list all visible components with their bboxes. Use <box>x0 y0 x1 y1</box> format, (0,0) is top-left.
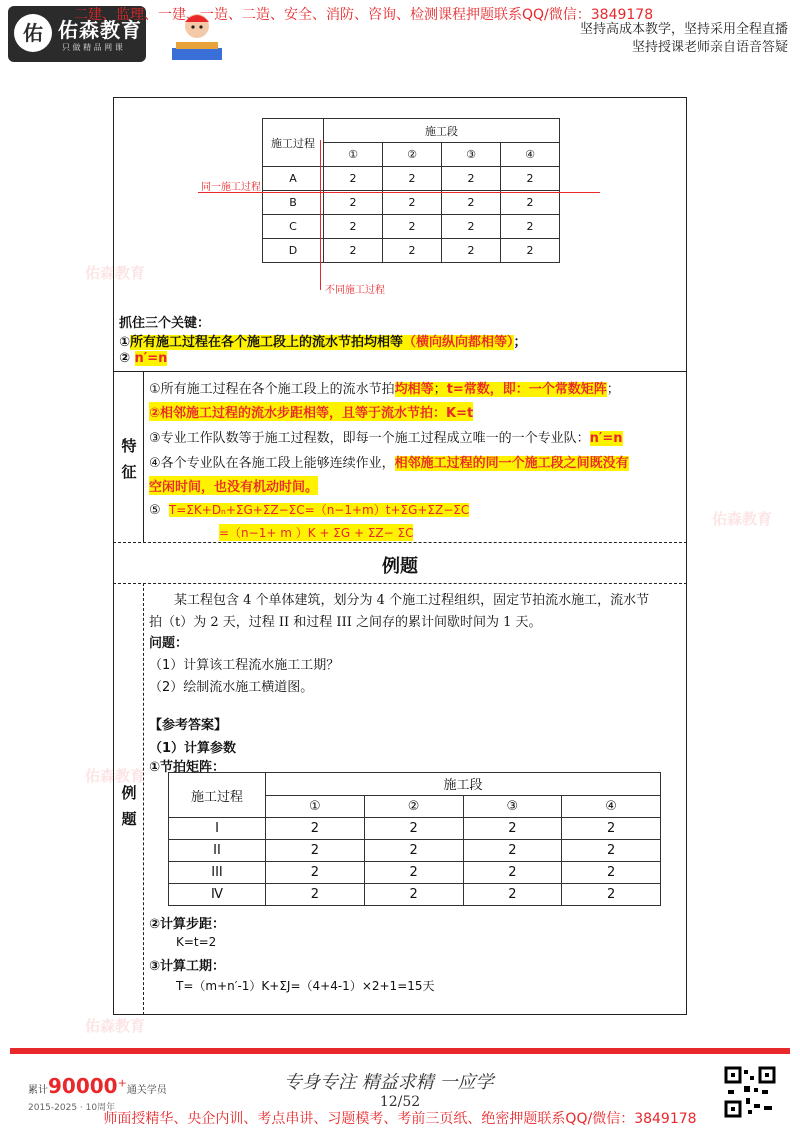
step-2-value: K=t=2 <box>176 935 217 949</box>
step-3-title: ③计算工期： <box>149 959 226 974</box>
table-row <box>263 215 560 239</box>
formula-line-1: T=ΣK+Dₙ+ΣG+ΣZ−ΣC=（n−1+m）t+ΣG+ΣZ−ΣC <box>168 503 470 517</box>
table-group-header: 施工段 <box>266 773 661 796</box>
table-cell: 2 <box>364 818 463 840</box>
row-label: II <box>169 840 266 862</box>
table-cell: 2 <box>501 239 560 263</box>
punctuation: ； <box>433 382 447 397</box>
logo-mark: 佑 <box>14 14 52 52</box>
table-cell: 2 <box>383 215 442 239</box>
feature-3 <box>149 427 623 446</box>
row-label: D <box>263 239 324 263</box>
header-promo-text: 二建、监理、一建、一造、二造、安全、消防、咨询、检测课程押题联系QQ/微信：3849178 <box>74 7 654 23</box>
step-1-title: （1）计算参数 <box>149 741 237 756</box>
feature-1 <box>149 378 620 397</box>
row-label: III <box>169 862 266 884</box>
key-2-text: n′=n <box>134 351 168 366</box>
table-cell: 2 <box>463 818 562 840</box>
feature-text: ①所有施工过程在各个施工段上的流水节拍 <box>149 382 395 397</box>
page-header <box>0 0 800 66</box>
key-number: ① <box>119 335 131 350</box>
table-cell: 2 <box>383 167 442 191</box>
column-header: ④ <box>562 795 661 818</box>
label-char: 例 <box>121 784 137 802</box>
table-cell: 2 <box>383 191 442 215</box>
question-1: （1）计算该工程流水施工工期？ <box>149 658 340 673</box>
features-label <box>118 433 140 485</box>
table-cell: 2 <box>562 840 661 862</box>
table-row <box>263 167 560 191</box>
feature-highlight: 相邻施工过程的同一个施工段之间既没有 <box>394 456 629 471</box>
watermark: 佑森教育 <box>85 1017 146 1035</box>
formula-line-2: =（n−1+ m ）K + ΣG + ΣZ− ΣC <box>219 526 414 540</box>
table-cell: 2 <box>501 167 560 191</box>
answer-title: 【参考答案】 <box>149 718 228 733</box>
feature-4-continued: 空闲时间，也没有机动时间。 <box>149 476 318 495</box>
feature-highlight: 均相等 <box>394 382 434 397</box>
question-2: （2）绘制流水施工横道图。 <box>149 680 314 695</box>
column-header: ③ <box>442 143 501 167</box>
keys-title: 抓住三个关键： <box>119 316 211 331</box>
table-row <box>169 840 661 862</box>
column-header: ① <box>324 143 383 167</box>
punctuation: ； <box>513 335 527 350</box>
table-group-header: 施工段 <box>324 119 560 143</box>
table-cell: 2 <box>266 818 365 840</box>
stat-suffix: 通关学员 <box>126 1085 167 1096</box>
feature-text: ③专业工作队数等于施工过程数，即每一个施工过程成立唯一的一个专业队： <box>149 431 590 446</box>
feature-highlight: n′=n <box>589 431 623 446</box>
step-2-title: ②计算步距： <box>149 917 226 932</box>
stat-number: 90000 <box>48 1074 118 1098</box>
signature: 专身专注 精益求精 一应学 <box>284 1072 494 1093</box>
table-cell: 2 <box>324 239 383 263</box>
annotation-same-process: 同一施工过程 <box>201 182 261 193</box>
feature-text: ④各个专业队在各施工段上能够连续作业， <box>149 456 395 471</box>
table-cell: 2 <box>442 215 501 239</box>
row-label: A <box>263 167 324 191</box>
table-cell: 2 <box>442 191 501 215</box>
label-char: 征 <box>121 463 137 481</box>
table-cell: 2 <box>364 840 463 862</box>
key-2 <box>119 351 167 366</box>
column-header: ④ <box>501 143 560 167</box>
annotation-different-process: 不同施工过程 <box>325 285 385 296</box>
watermark: 佑森教育 <box>712 510 773 528</box>
page-number: 12/52 <box>379 1094 421 1110</box>
table-cell: 2 <box>501 191 560 215</box>
table-cell: 2 <box>383 239 442 263</box>
table-cell: 2 <box>266 884 365 906</box>
matrix-title: ①节拍矩阵： <box>149 760 226 775</box>
table-corner-header: 施工过程 <box>263 119 324 167</box>
table-cell: 2 <box>463 862 562 884</box>
feature-4 <box>149 452 629 471</box>
key-1-main: 所有施工过程在各个施工段上的流水节拍均相等 <box>130 335 404 350</box>
table-cell: 2 <box>324 215 383 239</box>
feature-highlight: t=常数，即：一个常数矩阵 <box>446 382 607 397</box>
key-1-note: （横向纵向都相等） <box>403 335 514 350</box>
key-number: ② <box>119 351 131 366</box>
row-label: C <box>263 215 324 239</box>
table-cell: 2 <box>463 884 562 906</box>
problem-line-1: 某工程包含 4 个单体建筑，划分为 4 个施工过程组织，固定节拍流水施工，流水节 <box>174 593 650 608</box>
example-heading: 例题 <box>382 556 418 577</box>
divider <box>113 583 687 584</box>
watermark: 佑森教育 <box>85 264 146 282</box>
table-cell: 2 <box>562 818 661 840</box>
table-cell: 2 <box>442 239 501 263</box>
table-row <box>169 862 661 884</box>
footer-banner: 师面授精华、央企内训、考点串讲、习题模考、考前三页纸、绝密押题联系QQ/微信：3849178 <box>103 1111 697 1127</box>
watermark: 佑森教育 <box>85 767 146 785</box>
annotation-line-vertical <box>320 140 321 290</box>
table-cell: 2 <box>266 840 365 862</box>
divider <box>113 371 687 372</box>
header-tagline-1: 坚持高成本教学，坚持采用全程直播 <box>579 22 788 37</box>
row-label: Ⅳ <box>169 884 266 906</box>
table-cell: 2 <box>364 862 463 884</box>
brand-name: 佑森教育 <box>58 18 142 42</box>
table-row <box>169 884 661 906</box>
table-cell: 2 <box>501 215 560 239</box>
beat-matrix-table <box>168 772 661 906</box>
example-label <box>118 780 140 832</box>
column-header: ③ <box>463 795 562 818</box>
label-char: 特 <box>121 437 137 455</box>
table-row <box>263 239 560 263</box>
brand-slogan: 只 做 精 品 网 课 <box>62 43 123 52</box>
table-row <box>169 818 661 840</box>
header-tagline-2: 坚持授课老师亲自语音答疑 <box>631 40 788 55</box>
feature-2: ②相邻施工过程的流水步距相等，且等于流水节拍：K=t <box>149 402 473 421</box>
feature-number: ⑤ <box>149 503 161 518</box>
diagram-table <box>262 118 560 263</box>
divider <box>143 583 144 1015</box>
column-header: ② <box>364 795 463 818</box>
table-corner-header: 施工过程 <box>169 773 266 818</box>
footer-years: 2015-2025 · 10周年 <box>28 1103 116 1113</box>
table-cell: 2 <box>324 191 383 215</box>
step-3-value: T=（m+n′-1）K+ΣJ=（4+4-1）×2+1=15天 <box>176 979 435 993</box>
label-char: 题 <box>121 810 137 828</box>
row-label: I <box>169 818 266 840</box>
key-1 <box>119 331 527 350</box>
table-cell: 2 <box>266 862 365 884</box>
table-cell: 2 <box>463 840 562 862</box>
table-cell: 2 <box>364 884 463 906</box>
divider <box>113 542 687 543</box>
feature-5 <box>149 501 469 518</box>
row-label: B <box>263 191 324 215</box>
footer-red-bar <box>10 1048 790 1054</box>
punctuation: ； <box>606 382 620 397</box>
table-cell: 2 <box>562 884 661 906</box>
question-title: 问题： <box>149 636 189 651</box>
stat-plus: + <box>117 1076 127 1090</box>
table-cell: 2 <box>442 167 501 191</box>
table-row <box>263 191 560 215</box>
table-cell: 2 <box>562 862 661 884</box>
problem-line-2: 拍（t）为 2 天，过程 II 和过程 III 之间存的累计间歇时间为 1 天。 <box>149 615 542 630</box>
qr-code-icon <box>724 1066 776 1118</box>
divider <box>143 371 144 542</box>
table-cell: 2 <box>324 167 383 191</box>
stat-prefix: 累计 <box>28 1085 48 1096</box>
column-header: ① <box>266 795 365 818</box>
column-header: ② <box>383 143 442 167</box>
